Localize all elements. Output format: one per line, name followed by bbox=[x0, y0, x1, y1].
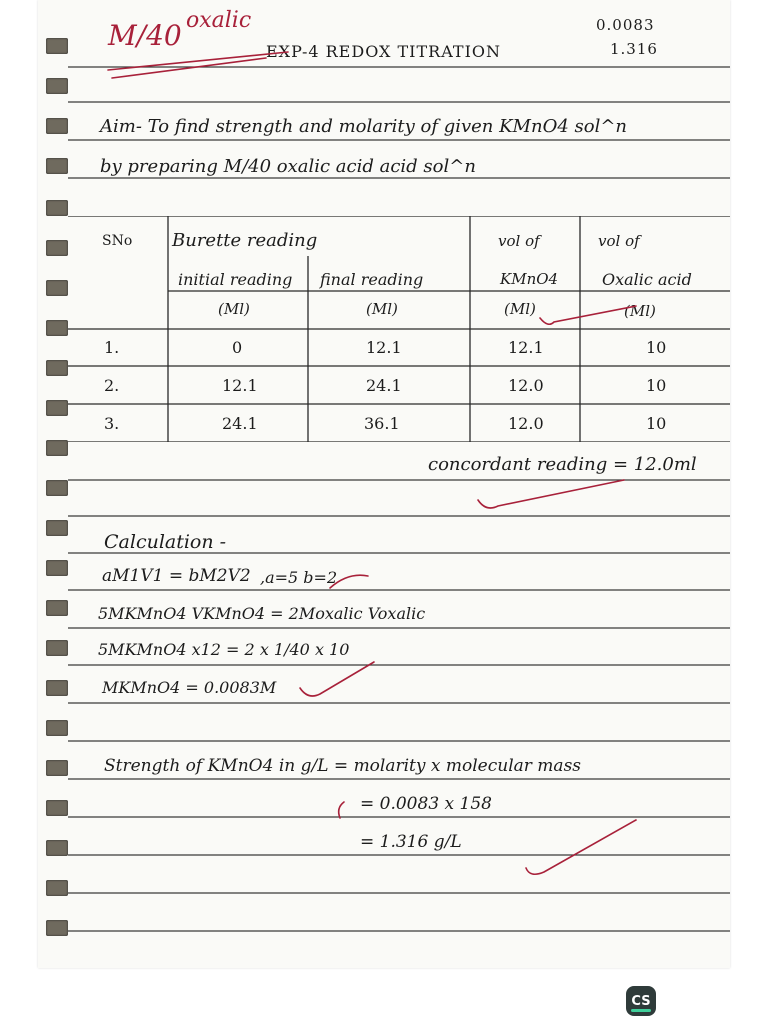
row-1-initial: 0 bbox=[232, 338, 243, 357]
row-3-final: 36.1 bbox=[364, 414, 400, 433]
notebook-page bbox=[38, 0, 730, 968]
header-initial: initial reading bbox=[178, 270, 293, 289]
calc-eq-3: 5MKMnO4 x12 = 2 x 1/40 x 10 bbox=[98, 640, 350, 659]
header-final: final reading bbox=[320, 270, 424, 289]
header-burette: Burette reading bbox=[172, 230, 318, 251]
titration-table bbox=[68, 216, 730, 442]
row-1-sno: 1. bbox=[104, 338, 120, 357]
corner-value-2: 1.316 bbox=[610, 40, 658, 58]
row-1-final: 12.1 bbox=[366, 338, 402, 357]
row-3-sno: 3. bbox=[104, 414, 120, 433]
concordant-reading: concordant reading = 12.0ml bbox=[428, 454, 697, 475]
row-2-sno: 2. bbox=[104, 376, 120, 395]
corner-value-1: 0.0083 bbox=[596, 16, 655, 34]
header-vol-kmno4-2: KMnO4 bbox=[500, 270, 559, 288]
strength-line-3: = 1.316 g/L bbox=[360, 832, 462, 852]
aim-line-1: Aim- To find strength and molarity of given KMnO4 sol^n bbox=[100, 116, 628, 137]
calc-eq-1: aM1V1 = bM2V2 bbox=[102, 566, 251, 586]
header-sno: SNo bbox=[102, 233, 133, 249]
calc-eq-2: 5MKMnO4 VKMnO4 = 2Moxalic Voxalic bbox=[98, 604, 426, 623]
row-3-kmno4: 12.0 bbox=[508, 414, 544, 433]
header-unit-kmno4: (Ml) bbox=[504, 300, 536, 318]
header-unit-final: (Ml) bbox=[366, 300, 398, 318]
row-3-oxalic: 10 bbox=[646, 414, 667, 433]
calculation-heading: Calculation - bbox=[104, 531, 227, 553]
binding-holes bbox=[38, 0, 78, 968]
row-2-kmno4: 12.0 bbox=[508, 376, 544, 395]
header-vol-oxalic-1: vol of bbox=[598, 232, 640, 250]
row-1-oxalic: 10 bbox=[646, 338, 667, 357]
aim-line-2: by preparing M/40 oxalic acid acid sol^n bbox=[100, 156, 476, 177]
strength-line-2: = 0.0083 x 158 bbox=[360, 794, 492, 814]
row-2-oxalic: 10 bbox=[646, 376, 667, 395]
oxalic-note: oxalic bbox=[186, 8, 252, 33]
ruled-lines bbox=[38, 0, 730, 968]
header-unit-initial: (Ml) bbox=[218, 300, 250, 318]
calc-eq-4: MKMnO4 = 0.0083M bbox=[102, 678, 277, 697]
header-vol-kmno4-1: vol of bbox=[498, 232, 540, 250]
strength-line-1: Strength of KMnO4 in g/L = molarity x molecular mass bbox=[104, 756, 582, 776]
calc-eq-1-note: ,a=5 b=2 bbox=[260, 568, 338, 587]
header-unit-oxalic: (Ml) bbox=[624, 302, 656, 320]
row-2-initial: 12.1 bbox=[222, 376, 258, 395]
row-1-kmno4: 12.1 bbox=[508, 338, 544, 357]
molarity-mark: M/40 bbox=[108, 19, 182, 52]
row-3-initial: 24.1 bbox=[222, 414, 258, 433]
camscanner-logo: CS bbox=[626, 986, 656, 1016]
header-vol-oxalic-2: Oxalic acid bbox=[602, 270, 692, 289]
experiment-title: EXP-4 REDOX TITRATION bbox=[266, 42, 501, 61]
row-2-final: 24.1 bbox=[366, 376, 402, 395]
